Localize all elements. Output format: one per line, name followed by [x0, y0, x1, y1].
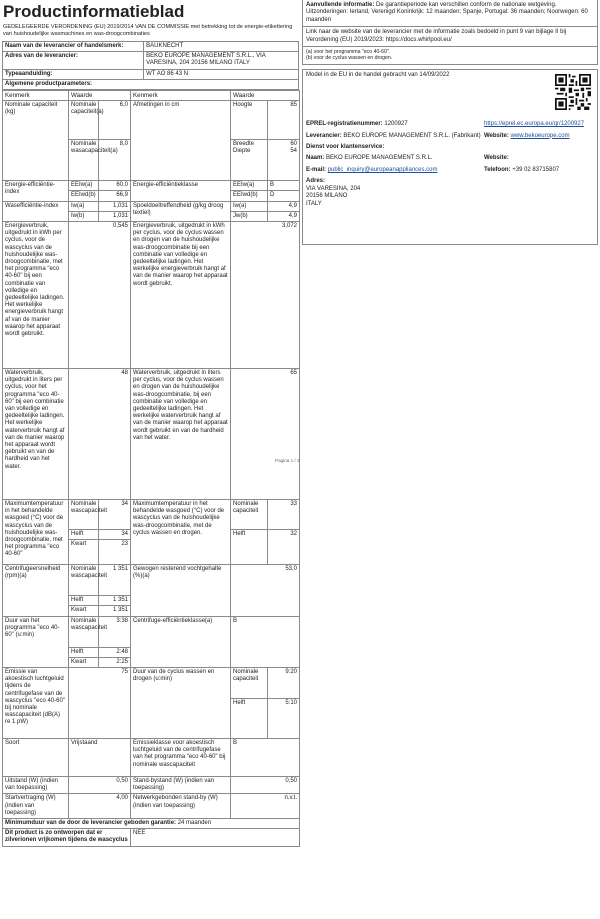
col-kenmerk: Kenmerk	[3, 91, 69, 101]
duration-val2: 2:48	[99, 647, 131, 657]
spin-label: Centrifugeersnelheid (rpm)(a)	[3, 565, 69, 616]
depth-val: 54	[290, 148, 297, 155]
supplier-address-label: Adres van de leverancier:	[3, 52, 144, 69]
supplier-label: Leverancier:	[306, 132, 342, 139]
service-name-row	[306, 155, 594, 162]
off-val: 0,50	[69, 777, 131, 794]
delay-val: 4,00	[69, 794, 131, 819]
page-number: Pagina 1 / 3	[275, 458, 300, 463]
depth-label: Diepte	[233, 148, 251, 155]
eec-wd-val: D	[268, 191, 300, 201]
capacity-val2: 8,0	[99, 140, 131, 181]
col-waarde: Waarde	[69, 91, 131, 101]
model-value: WT AO 86 43 N	[144, 69, 299, 79]
network-label: Netwerkgebonden stand-by (W) (indien van toepassing)	[131, 794, 231, 819]
duration-val3: 2:25	[99, 657, 131, 667]
maxtemp-val2: 34	[99, 530, 131, 540]
supplier-val: BEKO EUROPE MANAGEMENT S.R.L. (Fabrikant)	[343, 132, 481, 139]
maxtemp-wd-sub2: Helft	[231, 530, 268, 565]
col-kenmerk-2: Kenmerk	[131, 91, 231, 101]
footnote-b: (b) voor de cyclus wassen en drogen.	[306, 55, 393, 62]
page-title: Productinformatieblad	[3, 2, 185, 21]
address-line3: ITALY	[306, 200, 322, 207]
service-name-val: BEKO EUROPE MANAGEMENT S.R.L.	[326, 155, 433, 162]
width-label: Breedte	[233, 141, 255, 148]
duration-wd-sub1: Nominale capaciteit	[231, 668, 268, 699]
eprel-label-wrap	[306, 121, 484, 128]
supplier-table	[2, 41, 299, 90]
params-heading: Algemene productparameters:	[3, 79, 299, 89]
maxtemp-wd-val2: 32	[268, 530, 300, 565]
service-name-label: Naam:	[306, 155, 325, 162]
height-val: 85	[268, 101, 300, 140]
address-label: Adres:	[306, 178, 326, 185]
duration-val1: 3:38	[99, 616, 131, 647]
duration-wd-label: Duur van de cyclus wassen en drogen (u:min)	[131, 668, 231, 739]
jw-val: 1,031	[99, 211, 131, 221]
email-link[interactable]: public_inquiry@europeanappliances.com	[327, 166, 438, 173]
supplier-link-text[interactable]: Link naar de website van de leverancier met de informatie zoals bedoeld in punt 9 van bijlage II bij Verordening (EU) 2019/2023: https://docs.whirlpool.eu/	[306, 29, 567, 43]
off-label: Uitstand (W) (indien van toepassing)	[3, 777, 69, 794]
eei-label: Energie-efficiëntie-index	[3, 181, 69, 201]
maxtemp-sub1: Nominale wascapaciteit	[69, 500, 99, 530]
silver-ion-val: NEE	[131, 829, 300, 846]
maxtemp-sub2: Helft	[69, 530, 99, 540]
supplier-address-value: BEKO EUROPE MANAGEMENT S.R.L., VIA VARESINA, 204 20156 MILANO ITALY	[144, 52, 299, 69]
water-val: 48	[69, 369, 131, 500]
silver-ion-label: Dit product is zo ontworpen dat er zilverionen vrijkomen tijdens de wascyclus	[3, 829, 131, 846]
service-name	[306, 155, 484, 162]
email-label: E-mail:	[306, 166, 327, 173]
water-wd-val: 65	[231, 369, 300, 500]
market-text: Model in de EU in de handel gebracht van 14/09/2022	[306, 71, 450, 78]
energy-wd-val: 3,072	[231, 222, 300, 369]
maxtemp-wd-sub1: Nominale capaciteit	[231, 500, 268, 530]
spin-class-label: Centrifuge-efficiëntieklasse(a)	[131, 616, 231, 667]
phone-val: +39 02 83715807	[512, 166, 560, 173]
height-label: Hoogte	[231, 101, 268, 140]
footnote-a: (a) voor het programma "eco 40-60".	[306, 49, 391, 56]
duration-sub2: Helft	[69, 647, 99, 657]
eei-wd-sym: EEIwd(b)	[69, 191, 99, 201]
regulation-text: GEDELEGEERDE VERORDENING (EU) 2019/2014 VAN DE COMMISSIE met betrekking tot de energie-etikettering van huishoudelijke wasmachines en was-droogcombinaties	[3, 24, 293, 37]
noise-class-label: Emissieklasse voor akoestisch luchtgeluid van de centrifugefase van het programma "eco 40-60" bij nominale wascapaciteit	[131, 739, 231, 777]
duration-sub3: Kwart	[69, 657, 99, 667]
standby-label: Stand-bystand (W) (indien van toepassing)	[131, 777, 231, 794]
duration-wd-sub2: Helft	[231, 699, 268, 739]
qr-code-icon[interactable]	[555, 74, 591, 110]
standby-val: 0,50	[231, 777, 300, 794]
warranty-row	[3, 819, 300, 829]
duration-label: Duur van het programma "eco 40-60" (u:min)	[3, 616, 69, 667]
extra-info-text: De garantieperiode kan verschillen conform de nationale wetgeving. Uitzonderingen: Ierland, Verenigd Koninkrijk: 12 maanden; Spanje, Portugal: 36 maanden; Noorwegen: 60 maanden	[306, 2, 588, 23]
extra-info-label: Aanvullende informatie:	[306, 2, 375, 8]
params-table	[2, 90, 300, 847]
type-label: Soort	[3, 739, 69, 777]
capacity-label: Nominale capaciteit (kg)	[3, 101, 69, 181]
website-link[interactable]: www.bekoeurope.com	[510, 132, 570, 139]
maxtemp-val3: 23	[99, 540, 131, 565]
phone-label: Telefoon:	[484, 166, 511, 173]
rinse-a-sym: Iw(a)	[231, 201, 268, 211]
dimensions-label: Afmetingen in cm	[131, 101, 231, 181]
eprel-link[interactable]: https://eprel.ec.europa.eu/qr/1200927	[484, 121, 585, 128]
eprel-val: 1200927	[384, 121, 408, 128]
duration-sub1: Nominale wascapaciteit	[69, 616, 99, 647]
address-line2: 20156 MILANO	[306, 193, 348, 200]
noise-label: Emissie van akoestisch luchtgeluid tijdens de centrifugefase van de wascyclus "eco 40-60" bij nominale wascapaciteit (dB(A) re 1 pW)	[3, 668, 69, 739]
spin-sub1: Nominale wascapaciteit	[69, 565, 99, 596]
website-label: Website:	[484, 132, 509, 139]
eec-w-val: B	[268, 181, 300, 191]
supplier-name-label: Naam van de leverancier of handelsmerk:	[3, 42, 144, 52]
eei-wd-val: 66,9	[99, 191, 131, 201]
spin-val2: 1 351	[99, 596, 131, 606]
width-val: 60	[290, 141, 297, 148]
jw-sym: Iw(b)	[69, 211, 99, 221]
noise-class-val: B	[231, 739, 300, 777]
eprel-row	[306, 121, 594, 128]
eec-w-sym: EEIw(a)	[231, 181, 268, 191]
eei-w-val: 60,0	[99, 181, 131, 191]
left-column	[2, 0, 299, 847]
rinse-label: Spoeldoeltreffendheid (g/kg droog textiel)	[131, 201, 231, 221]
spin-val1: 1 351	[99, 565, 131, 596]
supplier-name-value: BAUKNECHT	[144, 42, 299, 52]
wash-label: Wasefficiëntie-index	[3, 201, 69, 221]
eec-wd-sym: EEIwd(b)	[231, 191, 268, 201]
moisture-label: Gewogen resterend vochtgehalte (%)(a)	[131, 565, 231, 616]
capacity-val1: 6,0	[99, 101, 131, 140]
energy-val: 0,545	[69, 222, 131, 369]
email-wrap	[306, 167, 484, 174]
maxtemp-label: Maximumtemperatuur in het behandelde wasgoed (°C) voor de wascyclus van de huishoudelijke was-droogcombinatie, met het programma "eco 40-60"	[3, 500, 69, 565]
maxtemp-val1: 34	[99, 500, 131, 530]
noise-val: 75	[69, 668, 131, 739]
duration-wd-val2: 5:10	[268, 699, 300, 739]
capacity-sub1: Nominale capaciteit(a)	[69, 101, 99, 140]
width-depth-val	[268, 140, 300, 181]
maxtemp-wd-label: Maximumtemperatuur in het behandelde wasgoed (°C) voor de wascyclus van de huishoudelijke was-droogcombinatie, met de cyclus wassen en drogen.	[131, 500, 231, 565]
iw-val: 1,031	[99, 201, 131, 211]
address-block	[306, 178, 594, 208]
supplier-link-box	[302, 27, 598, 47]
water-label: Waterverbruik, uitgedrukt in liters per cyclus, voor het programma "eco 40-60" bij een combinatie van volledige en gedeeltelijke ladingen. Het werkelijke waterverbruik hangt af van de manier waarop het apparaat wordt gebruikt en van de hardheid van het water.	[3, 369, 69, 500]
spin-val3: 1 351	[99, 606, 131, 616]
supplier-info	[306, 133, 484, 140]
moisture-val: 53,0	[231, 565, 300, 616]
rinse-b-sym: Jw(b)	[231, 211, 268, 221]
spin-sub3: Kwart	[69, 606, 99, 616]
energy-label: Energieverbruik, uitgedrukt in kWh per cyclus, voor de wascyclus van de huishoudelijke was-droogcombinatie, met het programma "eco 40-60" bij een combinatie van volledige en gedeeltelijke ladingen. Het werkelijke energieverbruik hangt af van de manier waarop het apparaat wordt gebruikt.	[3, 222, 69, 369]
rinse-a-val: 4,9	[268, 201, 300, 211]
phone-wrap	[484, 167, 594, 174]
supplier-website	[484, 133, 594, 140]
maxtemp-sub3: Kwart	[69, 540, 99, 565]
capacity-sub2: Nominale wasacapaciteit(a)	[69, 140, 99, 181]
service-website-label: Website:	[484, 155, 509, 162]
extra-info-box	[302, 0, 598, 27]
network-val: n.v.t.	[231, 794, 300, 819]
contact-row	[306, 167, 594, 174]
delay-label: Startvertraging (W) (indien van toepassing)	[3, 794, 69, 819]
right-column	[302, 0, 598, 245]
eec-label: Energie-efficiëntieklasse	[131, 181, 231, 201]
type-val: Vrijstaand	[69, 739, 131, 777]
spin-class-val: B	[231, 616, 300, 667]
supplier-row	[306, 133, 594, 140]
eprel-label: EPREL-registratienummer:	[306, 121, 383, 128]
energy-wd-label: Energieverbruik, uitgedrukt in kWh per cyclus, voor de cyclus wassen en drogen van de huishoudelijke was-droogcombinatie bij een combinatie van volledige en gedeeltelijke ladingen. Het werkelijke energieverbruik hangt af van de manier waarop het apparaat wordt gebruikt.	[131, 222, 231, 369]
duration-wd-val1: 9:20	[268, 668, 300, 699]
eprel-box	[302, 69, 598, 245]
iw-sym: Iw(a)	[69, 201, 99, 211]
water-wd-label: Waterverbruik, uitgedrukt in liters per cyclus, voor de cyclus wassen en drogen van de huishoudelijke was-droogcombinatie, bij een combinatie van volledige en gedeeltelijke ladingen. Het werkelijke waterverbruik hangt af van de manier waarop het apparaat wordt gebruikt en van de hardheid van het water.	[131, 369, 231, 500]
service-label: Dienst voor klantenservice:	[306, 144, 385, 151]
rinse-b-val: 4,9	[268, 211, 300, 221]
spin-sub2: Helft	[69, 596, 99, 606]
warranty-label: Minimumduur van de door de leverancier geboden garantie:	[5, 820, 177, 827]
eei-w-sym: EEIw(a)	[69, 181, 99, 191]
footnotes-box	[302, 47, 598, 65]
col-waarde-2: Waarde	[231, 91, 300, 101]
maxtemp-wd-val1: 33	[268, 500, 300, 530]
width-depth-label	[231, 140, 268, 181]
warranty-val: 24 maanden	[177, 820, 212, 827]
model-label: Typeaanduiding:	[3, 69, 144, 79]
address-line1: VIA VARESINA, 204	[306, 185, 361, 192]
